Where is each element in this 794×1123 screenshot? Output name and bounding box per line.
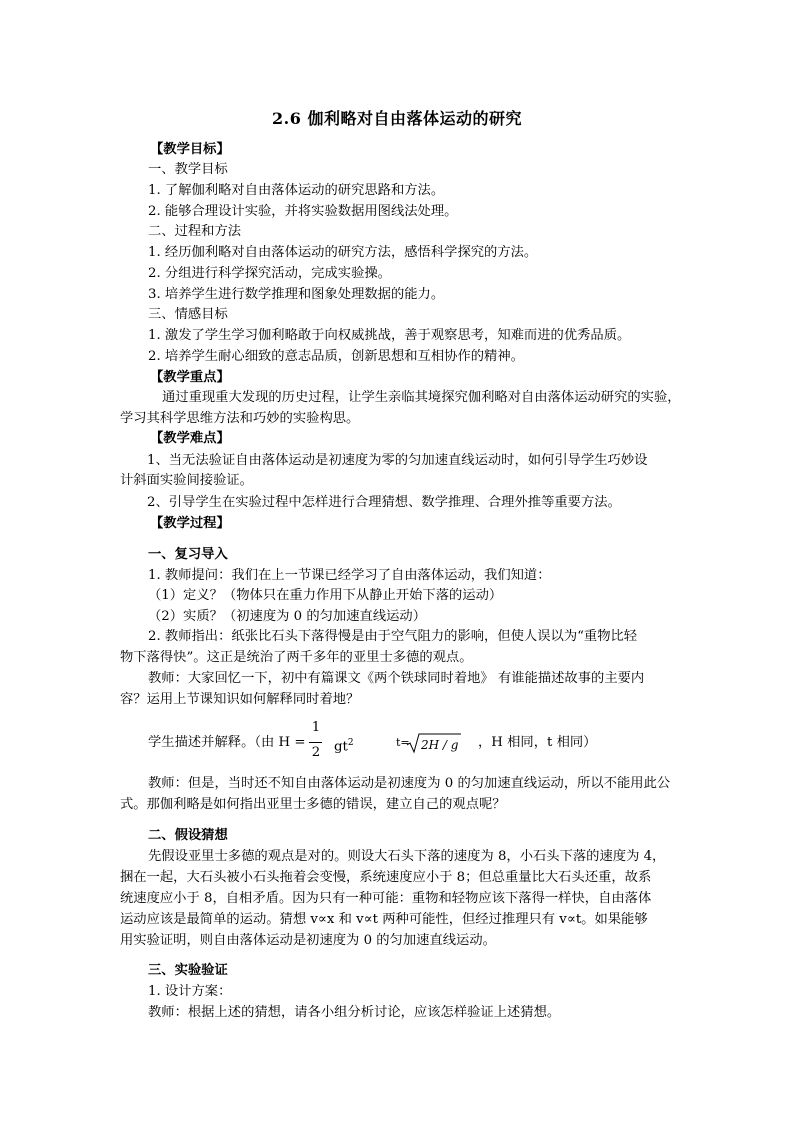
paragraph-line: 捆在一起，大石头被小石头拖着会变慢，系统速度应小于 8；但总重量比大石头还重，故系 xyxy=(120,870,652,885)
paragraph-line: 通过重现重大发现的历史过程，让学生亲临其境探究伽利略对自由落体运动研究的实验， xyxy=(162,390,681,405)
section-heading: 一、教学目标 xyxy=(148,162,228,177)
paragraph-line: 物下落得快”。这正是统治了两千多年的亚里士多德的观点。 xyxy=(120,650,473,665)
list-item: 2. 能够合理设计实验，并将实验数据用图线法处理。 xyxy=(148,204,458,219)
formula-t: t= xyxy=(396,736,410,749)
paragraph-line: 教师：根据上述的猜想，请各小组分析讨论，应该怎样验证上述猜想。 xyxy=(148,1005,561,1020)
paragraph-line: 用实验证明，则自由落体运动是初速度为 0 的匀加速直线运动。 xyxy=(120,933,496,948)
fraction-numerator: 1 xyxy=(311,720,321,735)
paragraph-line: （2）实质？（初速度为 0 的匀加速直线运动） xyxy=(148,609,427,624)
list-item: 3. 培养学生进行数学推理和图象处理数据的能力。 xyxy=(148,287,445,302)
paragraph-line: 2、引导学生在实验过程中怎样进行合理猜想、数学推理、合理外推等重要方法。 xyxy=(147,495,621,510)
paragraph-line: （1）定义？（物体只在重力作用下从静止开始下落的运动） xyxy=(148,588,503,603)
paragraph-line: 容？运用上节课知识如何解释同时着地？ xyxy=(120,692,360,707)
formula-prefix: 学生描述并解释。（由 H = xyxy=(148,735,306,750)
paragraph-line: 运动应该是最简单的运动。猜想 v∝x 和 v∝t 两种可能性，但经过推理只有 v∝t。如果能够 xyxy=(120,912,648,927)
list-item: 1. 激发了学生学习伽利略敢于向权威挑战，善于观察思考，知难而进的优秀品质。 xyxy=(148,328,631,343)
section-heading: 三、情感目标 xyxy=(148,307,228,322)
fraction-denominator: 2 xyxy=(311,745,321,760)
key-points-heading: 【教学重点】 xyxy=(150,370,230,385)
section-heading: 二、假设猜想 xyxy=(148,828,228,843)
list-item: 1. 经历伽利略对自由落体运动的研究方法，感悟科学探究的方法。 xyxy=(148,245,538,260)
formula-radicand: 2H / g xyxy=(421,738,459,752)
formula-gt: $gt^2$ xyxy=(334,738,354,755)
paragraph-line: 学习其科学思维方法和巧妙的实验构思。 xyxy=(120,411,360,426)
section-heading: 二、过程和方法 xyxy=(148,224,242,239)
paragraph-line: 2. 教师指出：纸张比石头下落得慢是由于空气阻力的影响，但使人误以为“重物比轻 xyxy=(148,629,638,644)
list-item: 2. 培养学生耐心细致的意志品质，创新思想和互相协作的精神。 xyxy=(148,349,524,364)
formula-suffix: ，H 相同，t 相同） xyxy=(478,735,597,750)
objectives-heading: 【教学目标】 xyxy=(150,142,230,157)
fraction-bar xyxy=(309,742,322,743)
paragraph-line: 1. 教师提问：我们在上一节课已经学习了自由落体运动，我们知道： xyxy=(148,568,551,583)
paragraph-line: 计斜面实验间接验证。 xyxy=(120,473,253,488)
paragraph-line: 1、当无法验证自由落体运动是初速度为零的匀加速直线运动时，如何引导学生巧妙设 xyxy=(147,453,648,468)
section-heading: 一、复习导入 xyxy=(148,547,228,562)
list-item: 1. 了解伽利略对自由落体运动的研究思路和方法。 xyxy=(148,183,445,198)
process-heading: 【教学过程】 xyxy=(150,516,230,531)
paragraph-line: 先假设亚里士多德的观点是对的。则设大石头下落的速度为 8，小石头下落的速度为 4， xyxy=(148,849,666,864)
difficulty-heading: 【教学难点】 xyxy=(150,431,230,446)
section-heading: 三、实验验证 xyxy=(148,963,228,978)
paragraph-line: 教师：大家回忆一下，初中有篇课文《两个铁球同时着地》 有谁能描述故事的主要内 xyxy=(148,671,645,686)
paragraph-line: 式。那伽利略是如何指出亚里士多德的错误，建立自己的观点呢？ xyxy=(120,797,506,812)
paragraph-line: 教师：但是，当时还不知自由落体运动是初速度为 0 的匀加速直线运动，所以不能用此公 xyxy=(148,776,671,791)
list-item: 2. 分组进行科学探究活动，完成实验操。 xyxy=(148,266,391,281)
page-title: 2.6 伽利略对自由落体运动的研究 xyxy=(272,109,522,128)
paragraph-line: 1. 设计方案： xyxy=(148,984,232,999)
paragraph-line: 统速度应小于 8，自相矛盾。因为只有一种可能：重物和轻物应该下落得一样快，自由落体 xyxy=(120,891,652,906)
